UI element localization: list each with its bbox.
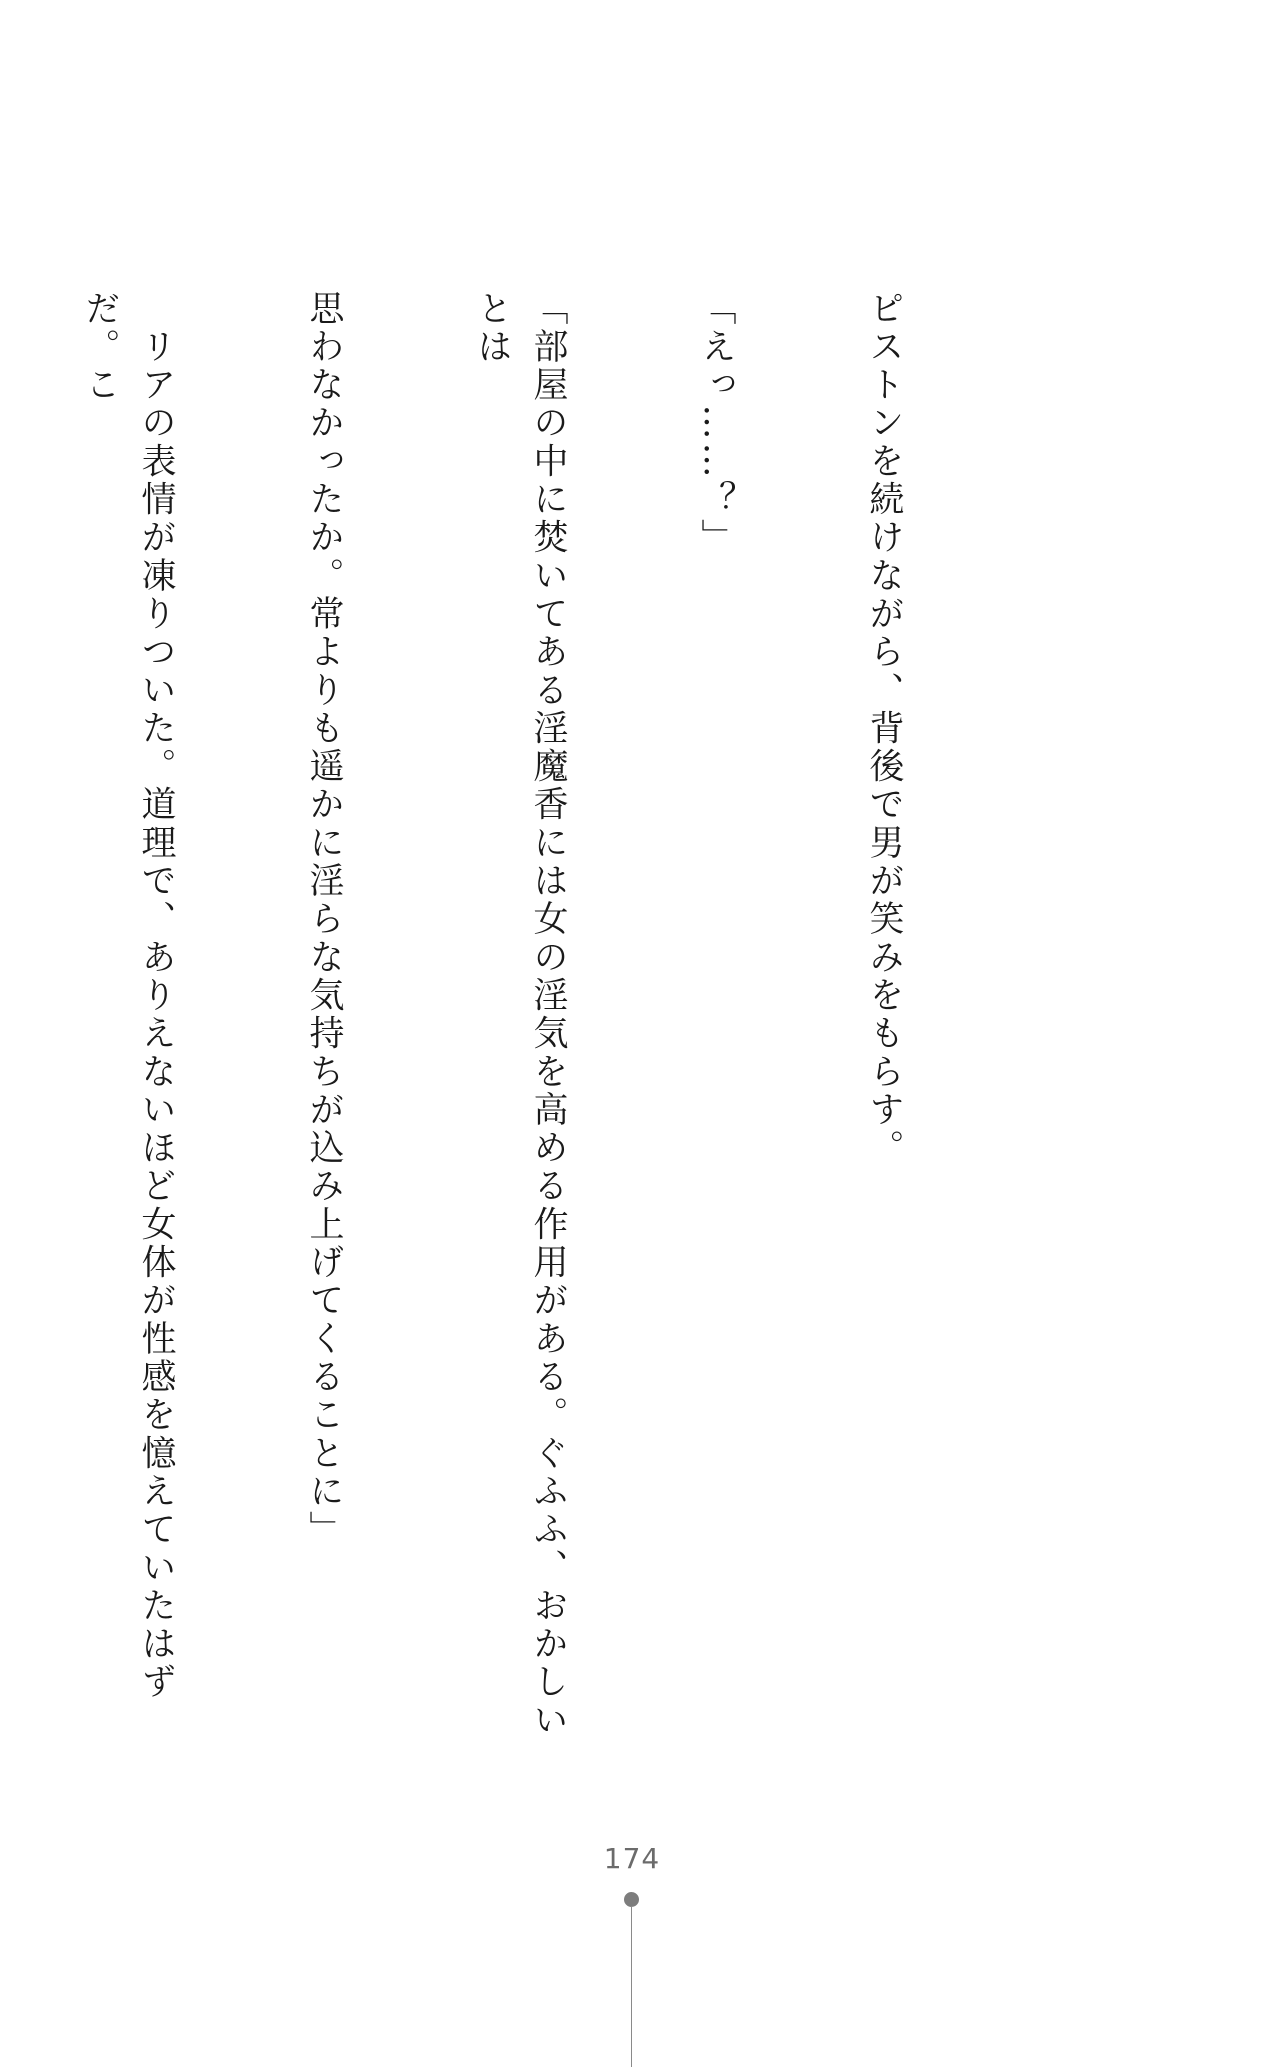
text-line: 思わなかったか。常よりも遥かに淫らな気持ちが込み上げてくることに」: [304, 290, 344, 1549]
vertical-text-body: [0, 290, 1024, 1750]
text-line: リアの表情が凍りついた。道理で、ありえないほど女体が性感を憶えていたはずだ。こ: [80, 290, 176, 1702]
page-marker-line: [631, 1906, 632, 2067]
text-line: 「えっ……？」: [696, 290, 736, 558]
text-line: ピストンを続けながら、背後で男が笑みをもらす。: [864, 290, 904, 1168]
page-number: 174: [603, 1842, 661, 1875]
page-marker-dot: [624, 1892, 639, 1907]
text-line: 「部屋の中に焚いてある淫魔香には女の淫気を高める作用がある。ぐふふ、おかしいとは: [472, 290, 568, 1740]
